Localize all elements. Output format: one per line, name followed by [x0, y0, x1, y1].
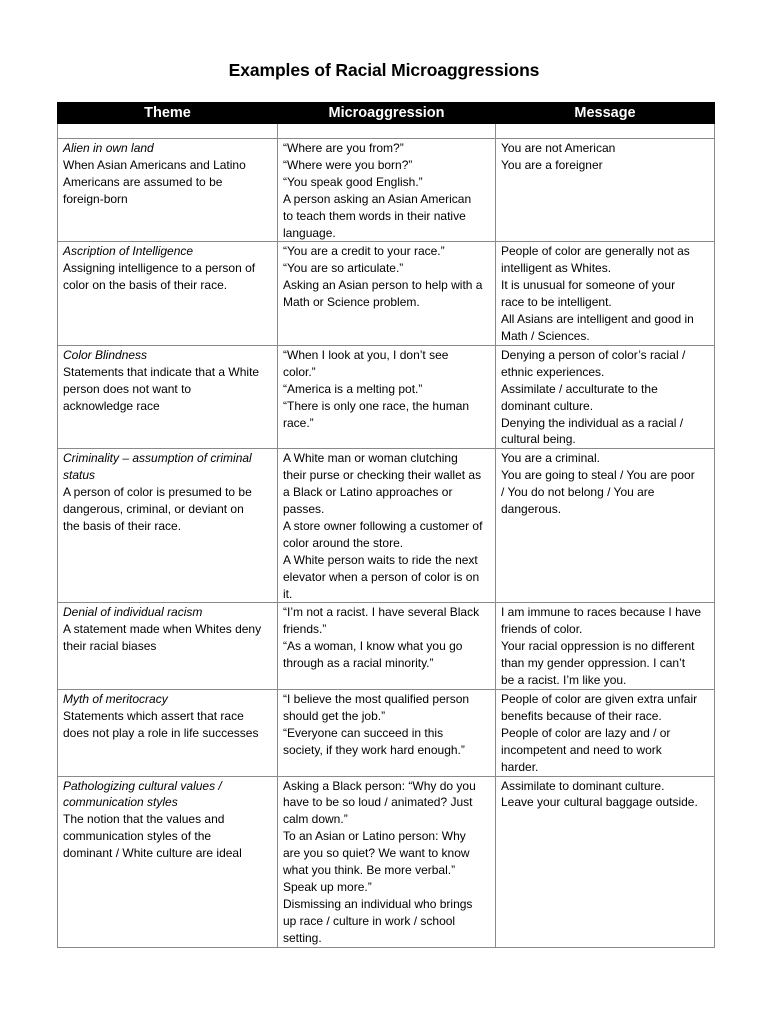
cell-line: Dismissing an individual who brings	[283, 896, 473, 911]
table-row	[58, 139, 715, 242]
cell-line: are you so quiet? We want to know	[283, 846, 470, 861]
cell-line: dominant culture.	[501, 398, 594, 413]
cell-line: race.”	[283, 415, 314, 430]
microaggression-cell	[278, 345, 496, 448]
cell-line: ethnic experiences.	[501, 364, 605, 379]
cell-line: communication styles of the	[63, 829, 212, 844]
table-row	[58, 242, 715, 345]
cell-line: A person of color is presumed to be	[63, 485, 252, 500]
cell-line: it.	[283, 586, 293, 601]
column-header-message: Message	[496, 103, 715, 124]
theme-title: Pathologizing cultural values / communication styles	[63, 778, 222, 810]
cell-line: Math or Science problem.	[283, 295, 420, 310]
theme-cell	[58, 603, 278, 690]
message-cell	[496, 242, 715, 345]
cell-line: Leave your cultural baggage outside.	[501, 795, 698, 810]
cell-line: friends.”	[283, 622, 327, 637]
cell-line: should get the job.”	[283, 708, 386, 723]
theme-cell	[58, 139, 278, 242]
cell-line: the basis of their race.	[63, 518, 182, 533]
cell-line: You are a foreigner	[501, 157, 603, 172]
cell-line: Statements which assert that race	[63, 708, 244, 723]
cell-line: “Everyone can succeed in this	[283, 725, 444, 740]
cell-line: A store owner following a customer of	[283, 518, 483, 533]
microaggression-cell	[278, 242, 496, 345]
cell-line: incompetent and need to work	[501, 742, 662, 757]
microaggression-cell	[278, 139, 496, 242]
cell-line: You are going to steal / You are poor	[501, 468, 695, 483]
message-cell	[496, 449, 715, 603]
spacer-row	[58, 124, 715, 139]
microaggression-cell	[278, 449, 496, 603]
cell-line: When Asian Americans and Latino	[63, 157, 246, 172]
theme-cell	[58, 776, 278, 947]
cell-line: Asking an Asian person to help with a	[283, 278, 483, 293]
theme-title: Ascription of Intelligence	[63, 244, 194, 259]
cell-line: “You speak good English.”	[283, 174, 423, 189]
column-header-microaggression: Microaggression	[278, 103, 496, 124]
microaggression-cell	[278, 776, 496, 947]
cell-line: harder.	[501, 759, 539, 774]
theme-title: Color Blindness	[63, 347, 148, 362]
table-row	[58, 603, 715, 690]
cell-line: Assimilate to dominant culture.	[501, 778, 665, 793]
message-cell	[496, 139, 715, 242]
cell-line: “You are a credit to your race.”	[283, 244, 445, 259]
cell-line: to teach them words in their native	[283, 208, 466, 223]
cell-line: You are not American	[501, 141, 616, 155]
cell-line: setting.	[283, 930, 322, 945]
cell-line: Asking a Black person: “Why do you	[283, 778, 476, 793]
cell-line: A White man or woman clutching	[283, 451, 458, 466]
column-header-theme: Theme	[58, 103, 278, 124]
table-row	[58, 449, 715, 603]
message-cell	[496, 776, 715, 947]
cell-line: cultural being.	[501, 432, 576, 447]
cell-line: “As a woman, I know what you go	[283, 639, 463, 654]
cell-line: foreign-born	[63, 191, 128, 206]
cell-line: color on the basis of their race.	[63, 278, 228, 293]
header-row	[58, 103, 715, 124]
cell-line: You are a criminal.	[501, 451, 600, 466]
theme-cell	[58, 690, 278, 777]
cell-line: People of color are given extra unfair	[501, 692, 698, 706]
cell-line: Speak up more.”	[283, 879, 372, 894]
theme-title: Denial of individual racism	[63, 605, 203, 620]
cell-line: / You do not belong / You are	[501, 485, 655, 500]
microaggression-cell	[278, 690, 496, 777]
cell-line: intelligent as Whites.	[501, 261, 612, 276]
cell-line: “There is only one race, the human	[283, 398, 470, 413]
cell-line: Your racial oppression is no different	[501, 639, 695, 654]
cell-line: “You are so articulate.”	[283, 261, 404, 276]
message-cell	[496, 603, 715, 690]
cell-line: Statements that indicate that a White	[63, 364, 260, 379]
theme-title: Alien in own land	[63, 141, 154, 155]
cell-line: Assigning intelligence to a person of	[63, 261, 256, 276]
cell-line: Math / Sciences.	[501, 328, 590, 343]
theme-cell	[58, 242, 278, 345]
cell-line: Denying a person of color’s racial /	[501, 347, 686, 362]
cell-line: have to be so loud / animated? Just	[283, 795, 473, 810]
theme-title: Myth of meritocracy	[63, 692, 168, 706]
cell-line: friends of color.	[501, 622, 583, 637]
cell-line: color around the store.	[283, 535, 404, 550]
cell-line: a Black or Latino approaches or	[283, 485, 453, 500]
cell-line: A White person waits to ride the next	[283, 552, 478, 567]
cell-line: “I believe the most qualified person	[283, 692, 470, 706]
cell-line: People of color are lazy and / or	[501, 725, 671, 740]
message-cell	[496, 690, 715, 777]
cell-line: calm down.”	[283, 812, 348, 827]
cell-line: All Asians are intelligent and good in	[501, 312, 694, 327]
cell-line: race to be intelligent.	[501, 295, 612, 310]
cell-line: language.	[283, 225, 336, 240]
cell-line: does not play a role in life successes	[63, 725, 259, 740]
cell-line: Denying the individual as a racial /	[501, 415, 684, 430]
cell-line: Americans are assumed to be	[63, 174, 223, 189]
page-title: Examples of Racial Microaggressions	[228, 60, 540, 80]
cell-line: be a racist. I’m like you.	[501, 673, 627, 688]
cell-line: “When I look at you, I don’t see	[283, 347, 449, 362]
theme-cell	[58, 345, 278, 448]
cell-line: dangerous, criminal, or deviant on	[63, 502, 244, 517]
cell-line: Assimilate / acculturate to the	[501, 381, 658, 396]
cell-line: acknowledge race	[63, 398, 160, 413]
cell-line: I am immune to races because I have	[501, 605, 702, 620]
table-row	[58, 690, 715, 777]
cell-line: benefits because of their race.	[501, 708, 662, 723]
cell-line: their purse or checking their wallet as	[283, 468, 482, 483]
cell-line: dangerous.	[501, 502, 562, 517]
cell-line: up race / culture in work / school	[283, 913, 456, 928]
cell-line: their racial biases	[63, 639, 157, 654]
cell-line: To an Asian or Latino person: Why	[283, 829, 466, 844]
cell-line: The notion that the values and	[63, 812, 225, 827]
theme-title: Criminality – assumption of criminal status	[63, 451, 252, 483]
cell-line: passes.	[283, 502, 325, 517]
microaggression-cell	[278, 603, 496, 690]
cell-line: “Where are you from?”	[283, 141, 404, 155]
message-cell	[496, 345, 715, 448]
cell-line: dominant / White culture are ideal	[63, 846, 242, 861]
cell-line: color.”	[283, 364, 316, 379]
cell-line: A person asking an Asian American	[283, 191, 472, 206]
cell-line: person does not want to	[63, 381, 192, 396]
theme-cell	[58, 449, 278, 603]
table-row	[58, 776, 715, 947]
cell-line: A statement made when Whites deny	[63, 622, 262, 637]
microaggressions-table	[57, 102, 715, 948]
cell-line: than my gender oppression. I can’t	[501, 656, 686, 671]
cell-line: society, if they work hard enough.”	[283, 742, 465, 757]
table-row	[58, 345, 715, 448]
cell-line: through as a racial minority.”	[283, 656, 434, 671]
cell-line: It is unusual for someone of your	[501, 278, 676, 293]
cell-line: People of color are generally not as	[501, 244, 690, 259]
cell-line: “I’m not a racist. I have several Black	[283, 605, 480, 620]
cell-line: elevator when a person of color is on	[283, 569, 480, 584]
cell-line: what you think. Be more verbal.”	[283, 863, 456, 878]
cell-line: “America is a melting pot.”	[283, 381, 423, 396]
cell-line: “Where were you born?”	[283, 157, 413, 172]
